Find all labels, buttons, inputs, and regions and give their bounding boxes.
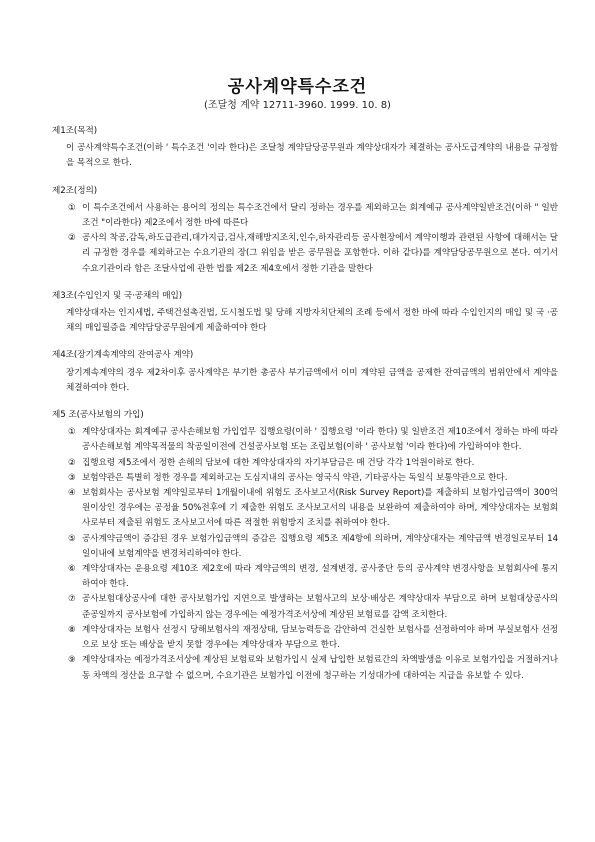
article-4 <box>52 348 558 396</box>
document-body <box>52 124 558 694</box>
item-text: 계약상대자는 예정가격조서상에 계상된 보험료와 보험가입시 실제 납입한 보험료간의 차액발생을 이유로 보험가입을 거절하거나 동 차액의 정산을 요구할 수 없으며, 수요기관은 보험가입 이전에 청구하는 기성대가에 대하여는 지급을 유보할 수 있다. <box>82 655 558 681</box>
list-item <box>68 532 558 562</box>
item-text: 계약상대자는 운용요령 제10조 제2호에 따라 계약금액의 변경, 설계변경, 공사중단 등의 공사계약 변경사항을 보험회사에 통지하여야 한다. <box>82 564 558 590</box>
article-body: 계약상대자는 인지세법, 주택건설촉진법, 도시철도법 및 당해 지방자치단체의 조례 등에서 정한 바에 따라 수입인지의 매입 및 국 ·공채의 매입필증을 계약담당공무원에게 제출하여야 한다 <box>66 308 558 334</box>
article-body: 장기계속계약의 경우 제2차이후 공사계약은 부기한 총공사 부기금액에서 이미 계약된 금액을 공제한 잔여금액의 범위안에서 계약을 체결하여야 한다. <box>66 367 558 393</box>
item-number: ④ <box>68 488 76 499</box>
item-text: 집행요령 제5조에서 정한 손해의 담보에 대한 계약상대자의 자기부담금은 매 건당 각각 1억원이하로 한다. <box>82 457 475 468</box>
article-heading: 제1조(목적) <box>52 126 98 136</box>
item-number: ⑨ <box>68 655 76 666</box>
item-text: 계약상대자는 보험사 선정시 당해보험사의 재정상태, 담보능력등을 감안하여 건실한 보험사를 선정하여야 하며 부실보험사 선정으로 보상 또는 배상을 받지 못할 경우에는 계약상대자 부담으로 한다. <box>82 624 558 651</box>
document-subtitle: (조달청 계약 12711-3960. 1999. 10. 8) <box>204 100 391 111</box>
list-item <box>68 425 558 455</box>
item-number: ③ <box>68 472 76 483</box>
item-text: 공사보험대상공사에 대한 공사보험가입 지연으로 발생하는 보험사고의 보상·배상은 계약상대자 부담으로 하며 보험대상공사의 준공일까지 공사보험에 가입하지 않는 경우에는 예정가격조서상에 계상된 보험료를 감액 조치한다. <box>82 594 558 620</box>
article-item-list <box>52 201 558 277</box>
list-item <box>68 486 558 532</box>
item-number: ⑥ <box>68 564 76 575</box>
list-item <box>68 592 558 622</box>
list-item <box>68 231 558 277</box>
item-number: ① <box>68 427 76 438</box>
article-1 <box>52 124 558 172</box>
item-number: ⑧ <box>68 624 76 635</box>
item-number: ② <box>68 457 76 468</box>
list-item <box>68 653 558 683</box>
item-text: 이 특수조건에서 사용하는 용어의 정의는 특수조건에서 달리 정하는 경우를 제외하고는 회계예규 공사계약일반조건(이하 " 일반조건 "이라한다) 제2조에서 정한 바에 따른다 <box>82 202 558 229</box>
document-title: 공사계약특수조건 <box>227 77 368 97</box>
list-item <box>68 201 558 231</box>
item-text: 계약상대자는 회계예규 공사손해보험 가입업무 집행요령(이하 ' 집행요령 '이라 한다) 및 일반조건 제10조에서 정하는 바에 따라 공사손해보험 계약목적물의 착공일이전에 건설공사보험 또는 조립보험(이하 ' 공사보험 '이라 한다)에 가입하여야 한다. <box>82 427 558 453</box>
list-item <box>68 471 558 486</box>
item-number: ② <box>68 233 76 244</box>
article-body: 이 공사계약특수조건(이하 ' 특수조건 '이라 한다)은 조달청 계약담당공무원과 계약상대자가 체결하는 공사도급계약의 내용을 규정함을 목적으로 한다. <box>66 143 558 169</box>
article-item-list <box>52 425 558 683</box>
article-heading: 제2조(정의) <box>52 185 98 196</box>
item-number: ⑤ <box>68 533 76 544</box>
list-item <box>68 456 558 471</box>
article-5 <box>52 408 558 684</box>
item-number: ⑦ <box>68 594 76 605</box>
list-item <box>68 623 558 653</box>
article-heading: 제5 조(공사보험의 가입) <box>52 410 144 421</box>
article-heading: 제3조(수입인지 및 국·공채의 매입) <box>52 290 183 301</box>
item-number: ① <box>68 202 76 213</box>
item-text: 공사의 착공,감독,하도급관리,대가지급,검사,재해방지조치,인수,하자관리등 공사현장에서 계약이행과 관련된 사항에 대해서는 달리 규정한 경우를 제외하고는 수요기관의 장(그 위임을 받은 공무원을 포함한다. 이하 같다)를 계약담당공무원으로 본다. 여기서 수요기관이라 함은 조달사업에 관한 법률 제2조 제4호에서 정한 기관을 말한다 <box>82 233 558 274</box>
item-text: 공사계약금액이 증감된 경우 보험가입금액의 증감은 집행요령 제5조 제4항에 의하며, 계약상대자는 계약금액 변경일로부터 14일이내에 보험계약을 변경처리하여야 한다. <box>82 533 558 559</box>
article-2 <box>52 184 558 277</box>
item-text: 보험약관은 특별히 정한 경우를 제외하고는 도심지내의 공사는 영국식 약관, 기타공사는 독일식 보통약관으로 한다. <box>82 472 508 483</box>
article-3 <box>52 289 558 337</box>
list-item <box>68 562 558 592</box>
article-heading: 제4조(장기계속계약의 잔여공사 계약) <box>52 350 194 361</box>
item-text: 보험회사는 공사보험 계약일로부터 1개월이내에 위험도 조사보고서(Risk Survey Report)를 제출하되 보험가입금액이 300억원이상인 경우에는 공정율 50%전후에 기 제출한 위험도 조사보고서의 내용을 보완하여 제출하여야 하며, 계약상대자는 보험회사로부터 제출된 위험도 조사보고서에 따른 적절한 위험방지 조치를 취하여야 한다. <box>82 488 558 529</box>
